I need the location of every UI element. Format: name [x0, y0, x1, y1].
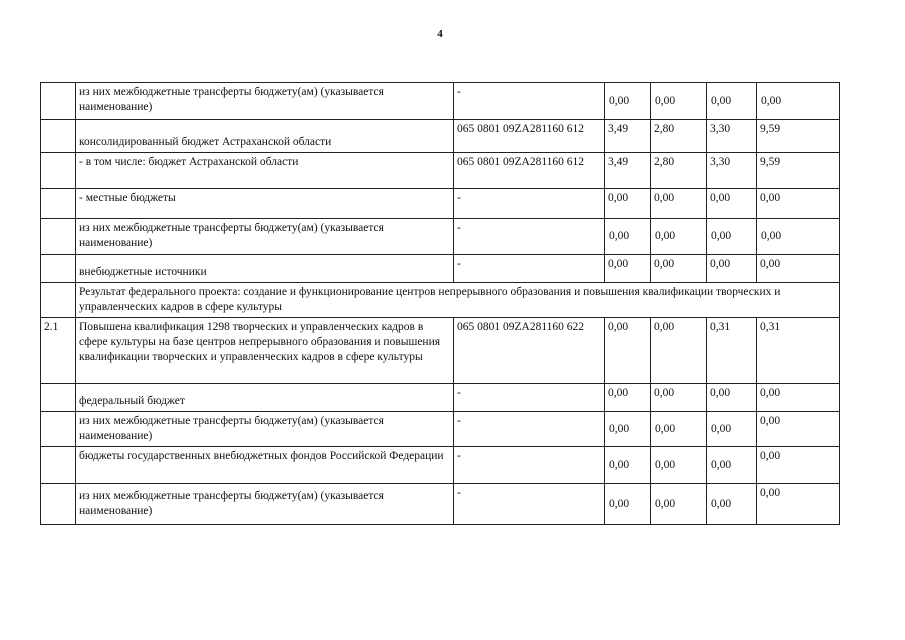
value-cell: 0,00 [707, 83, 757, 120]
value-cell: 0,00 [757, 447, 840, 484]
row-number-cell: 2.1 [41, 318, 76, 384]
row-number-cell [41, 83, 76, 120]
table-row [41, 283, 840, 318]
description-cell: бюджеты государственных внебюджетных фондов Российской Федерации [76, 447, 454, 484]
table-row [41, 384, 840, 412]
value-cell: 0,00 [605, 83, 651, 120]
value-cell: 0,00 [757, 384, 840, 412]
budget-code-cell: - [454, 447, 605, 484]
value-cell: 0,00 [605, 484, 651, 525]
value-cell: 0,31 [707, 318, 757, 384]
value-cell: 0,00 [651, 384, 707, 412]
value-cell: 0,00 [757, 189, 840, 219]
value-cell: 0,00 [707, 412, 757, 447]
value-cell: 3,49 [605, 153, 651, 189]
description-cell: из них межбюджетные трансферты бюджету(ам) (указывается наименование) [76, 219, 454, 255]
table-row [41, 153, 840, 189]
page-number: 4 [437, 28, 443, 40]
value-cell: 0,00 [651, 484, 707, 525]
section-result-cell: Результат федерального проекта: создание и функционирование центров непрерывного образования и повышения квалификации творческих и управленческих кадров в сфере культуры [76, 283, 840, 318]
description-cell: из них межбюджетные трансферты бюджету(ам) (указывается наименование) [76, 83, 454, 120]
budget-code-cell: - [454, 189, 605, 219]
budget-code-cell: - [454, 83, 605, 120]
value-cell: 0,00 [707, 384, 757, 412]
row-number-cell [41, 219, 76, 255]
description-cell: - местные бюджеты [76, 189, 454, 219]
budget-code-cell: - [454, 384, 605, 412]
value-cell: 2,80 [651, 120, 707, 153]
budget-code-cell: - [454, 219, 605, 255]
value-cell: 9,59 [757, 153, 840, 189]
row-number-cell [41, 153, 76, 189]
description-cell: Повышена квалификация 1298 творческих и управленческих кадров в сфере культуры на базе центров непрерывного образования и повышения квалификации творческих и управленческих кадров в сфере культуры [76, 318, 454, 384]
budget-code-cell: 065 0801 09ZA281160 622 [454, 318, 605, 384]
table-row [41, 318, 840, 384]
description-cell: из них межбюджетные трансферты бюджету(ам) (указывается наименование) [76, 484, 454, 525]
row-number-cell [41, 484, 76, 525]
value-cell: 0,00 [605, 255, 651, 283]
value-cell: 9,59 [757, 120, 840, 153]
value-cell: 0,00 [707, 255, 757, 283]
value-cell: 2,80 [651, 153, 707, 189]
value-cell: 0,00 [651, 318, 707, 384]
value-cell: 0,00 [605, 412, 651, 447]
value-cell: 0,00 [757, 255, 840, 283]
value-cell: 0,00 [707, 484, 757, 525]
value-cell: 0,00 [651, 447, 707, 484]
value-cell: 3,30 [707, 153, 757, 189]
row-number-cell [41, 384, 76, 412]
value-cell: 0,00 [651, 219, 707, 255]
budget-code-cell: - [454, 484, 605, 525]
value-cell: 0,00 [651, 83, 707, 120]
table-row [41, 255, 840, 283]
row-number-cell [41, 447, 76, 484]
value-cell: 0,00 [651, 255, 707, 283]
value-cell: 0,00 [651, 412, 707, 447]
value-cell: 0,00 [605, 318, 651, 384]
description-cell: внебюджетные источники [76, 255, 454, 283]
value-cell: 0,00 [605, 189, 651, 219]
table-row [41, 120, 840, 153]
value-cell: 0,00 [707, 447, 757, 484]
row-number-cell [41, 255, 76, 283]
description-cell: из них межбюджетные трансферты бюджету(ам) (указывается наименование) [76, 412, 454, 447]
table-row [41, 189, 840, 219]
value-cell: 3,49 [605, 120, 651, 153]
value-cell: 0,00 [757, 219, 840, 255]
description-cell: консолидированный бюджет Астраханской области [76, 120, 454, 153]
row-number-cell [41, 120, 76, 153]
budget-code-cell: - [454, 412, 605, 447]
value-cell: 0,00 [605, 384, 651, 412]
value-cell: 0,00 [757, 412, 840, 447]
table-row [41, 412, 840, 447]
table-row [41, 219, 840, 255]
table-row [41, 447, 840, 484]
value-cell: 0,00 [757, 83, 840, 120]
budget-code-cell: - [454, 255, 605, 283]
budget-code-cell: 065 0801 09ZA281160 612 [454, 120, 605, 153]
description-cell: - в том числе: бюджет Астраханской области [76, 153, 454, 189]
row-number-cell [41, 283, 76, 318]
value-cell: 0,31 [757, 318, 840, 384]
value-cell: 3,30 [707, 120, 757, 153]
value-cell: 0,00 [605, 447, 651, 484]
row-number-cell [41, 189, 76, 219]
value-cell: 0,00 [707, 219, 757, 255]
table-row [41, 484, 840, 525]
value-cell: 0,00 [757, 484, 840, 525]
description-cell: федеральный бюджет [76, 384, 454, 412]
budget-code-cell: 065 0801 09ZA281160 612 [454, 153, 605, 189]
value-cell: 0,00 [651, 189, 707, 219]
budget-table [40, 82, 840, 525]
row-number-cell [41, 412, 76, 447]
value-cell: 0,00 [707, 189, 757, 219]
value-cell: 0,00 [605, 219, 651, 255]
table-row [41, 83, 840, 120]
